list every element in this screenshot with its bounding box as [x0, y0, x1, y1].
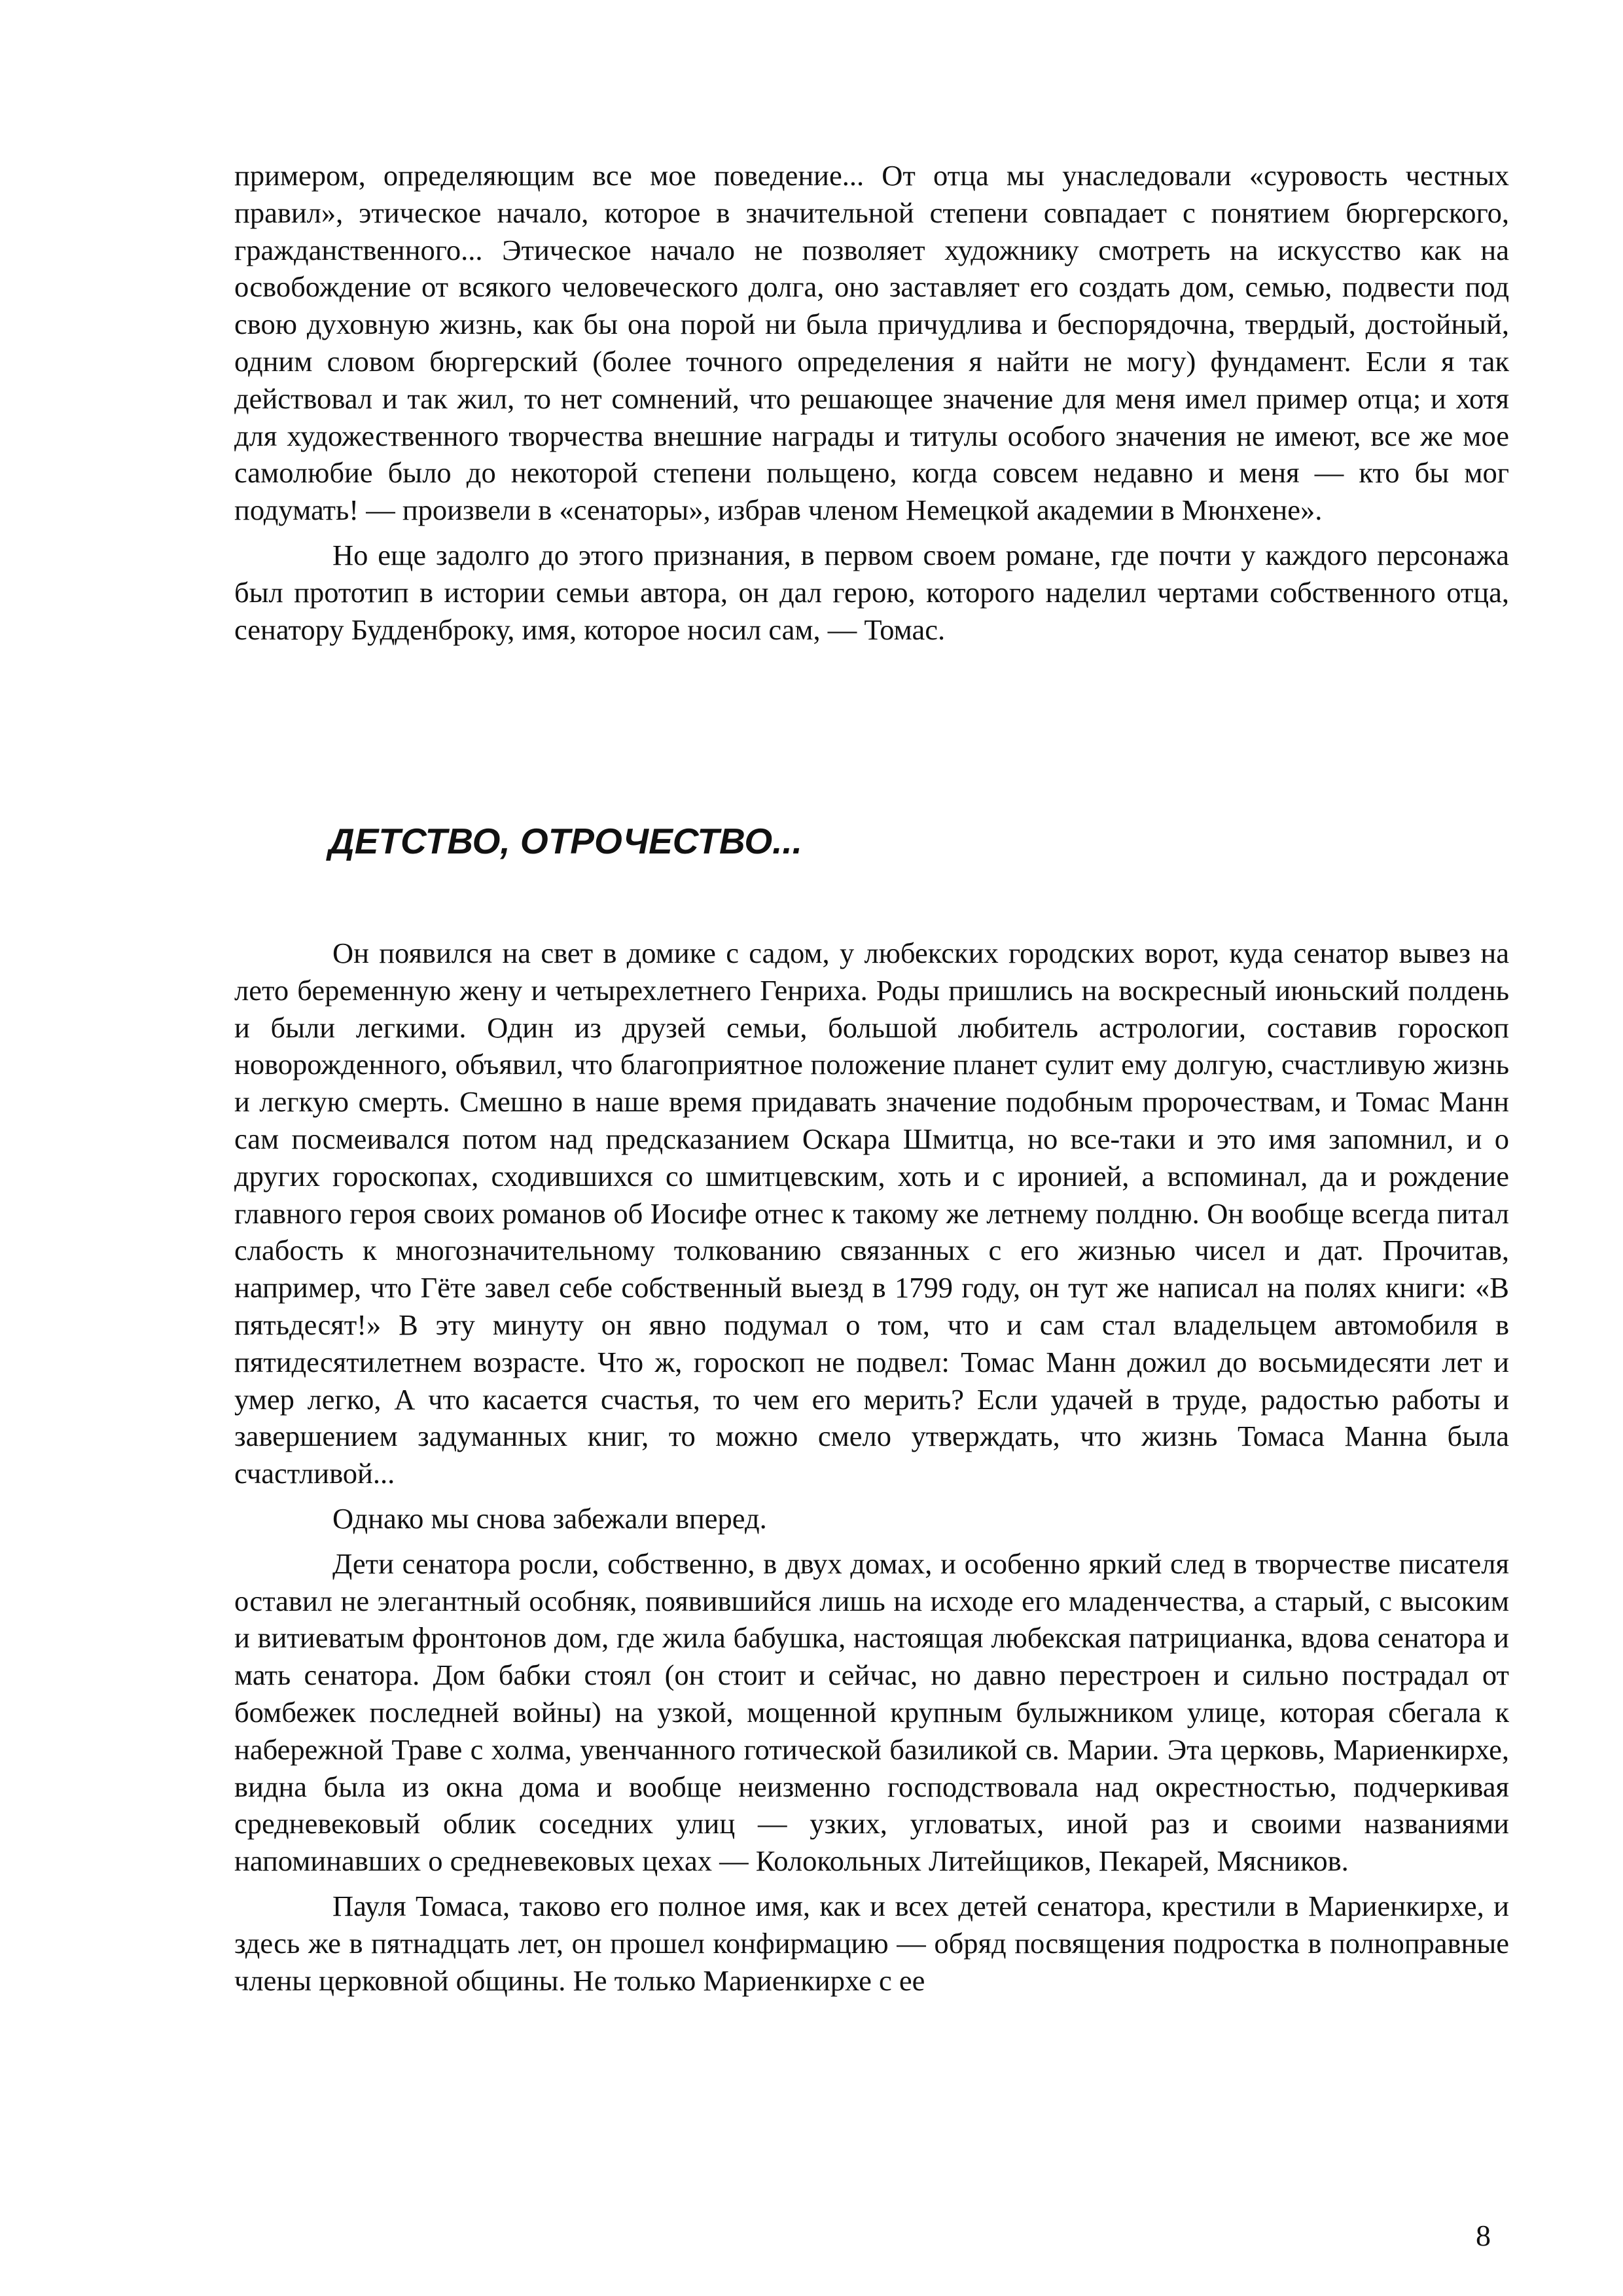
- paragraph-two-houses: Дети сенатора росли, собственно, в двух домах, и особенно яркий след в творчестве писателя оставил не элегантный особняк, появившийся лишь на исходе его младенчества, а старый, с высоким и витиеватым фронтонов дом, где жила бабушка, настоящая любекская патрицианка, вдова сенатора и мать сенатора. Дом бабки стоял (он стоит и сейчас, но давно перестроен и сильно пострадал от бомбежек последней войны) на узкой, мощенной крупным булыжником улице, которая сбегала к набережной Траве с холма, увенчанного готической базиликой св. Марии. Эта церковь, Мариенкирхе, видна была из окна дома и вообще неизменно господствовала над окрестностью, подчеркивая средневековый облик соседних улиц — узких, угловатых, иной раз и своими названиями напоминавших о средневековых цехах — Колокольных Литейщиков, Пекарей, Мясников.: [234, 1547, 1509, 1878]
- paragraph-birth: Он появился на свет в домике с садом, у любекских городских ворот, куда сенатор вывез на лето беременную жену и четырехлетнего Генриха. Роды пришлись на воскресный июньский полдень и были легкими. Один из друзей семьи, большой любитель астрологии, составив гороскоп новорожденного, объявил, что благоприятное положение планет сулит ему долгую, счастливую жизнь и легкую смерть. Смешно в наше время придавать значение подобным пророчествам, и Томас Манн сам посмеивался потом над предсказанием Оскара Шмитца, но все-таки и это имя запомнил, и о других гороскопах, сходившихся со шмитцевским, хоть и с иронией, а вспоминал, да и рождение главного героя своих романов об Иосифе отнес к такому же летнему полдню. Он вообще всегда питал слабость к многозначительному толкованию связанных с его жизнью чисел и дат. Прочитав, например, что Гёте завел себе собственный выезд в 1799 году, он тут же написал на полях книги: «В пятьдесят!» В эту минуту он явно подумал о том, что и сам стал владельцем автомобиля в пятидесятилетнем возрасте. Что ж, гороскоп не подвел: Томас Манн дожил до восьмидесяти лет и умер легко, А что касается счастья, то чем его мерить? Если удачей в труде, радостью работы и завершением задуманных книг, то можно смело утверждать, что жизнь Томаса Манна была счастливой...: [234, 937, 1509, 1490]
- paragraph-buddenbrook: Но еще задолго до этого признания, в первом своем романе, где почти у каждого персонажа был прототип в истории семьи автора, он дал герою, которого наделил чертами собственного отца, сенатору Будденброку, имя, которое носил сам, — Томас.: [234, 538, 1509, 646]
- page-number: 8: [1476, 2219, 1491, 2252]
- top-text-block: [234, 157, 1509, 648]
- paragraph-continuation-quote: примером, определяющим все мое поведение... От отца мы унаследовали «суровость честных правил», этическое начало, которое в значительной степени совпадает с понятием бюргерского, гражданственного... Этическое начало не позволяет художнику смотреть на искусство как на освобождение от всякого человеческого долга, оно заставляет его создать дом, семью, подвести под свою духовную жизнь, как бы она порой ни была причудлива и беспорядочна, твердый, достойный, одним словом бюргерский (более точного определения я найти не могу) фундамент. Если я так действовал и так жил, то нет сомнений, что решающее значение для меня имел пример отца; и хотя для художественного творчества внешние награды и титулы особого значения не имеют, все же мое самолюбие было до некоторой степени польщено, когда совсем недавно и меня — кто бы мог подумать! — произвели в «сенаторы», избрав членом Немецкой академии в Мюнхене».: [234, 159, 1509, 527]
- body-text-block: [234, 935, 1509, 1999]
- paragraph-baptism: Пауля Томаса, таково его полное имя, как и всех детей сенатора, крестили в Мариенкирхе, и здесь же в пятнадцать лет, он прошел конфирмацию — обряд посвящения подростка в полноправные члены церковной общины. Не только Мариенкирхе с ее: [234, 1889, 1509, 1997]
- paragraph-ahead: Однако мы снова забежали вперед.: [332, 1501, 767, 1535]
- chapter-heading: ДЕТСТВО, ОТРОЧЕСТВО...: [329, 821, 802, 861]
